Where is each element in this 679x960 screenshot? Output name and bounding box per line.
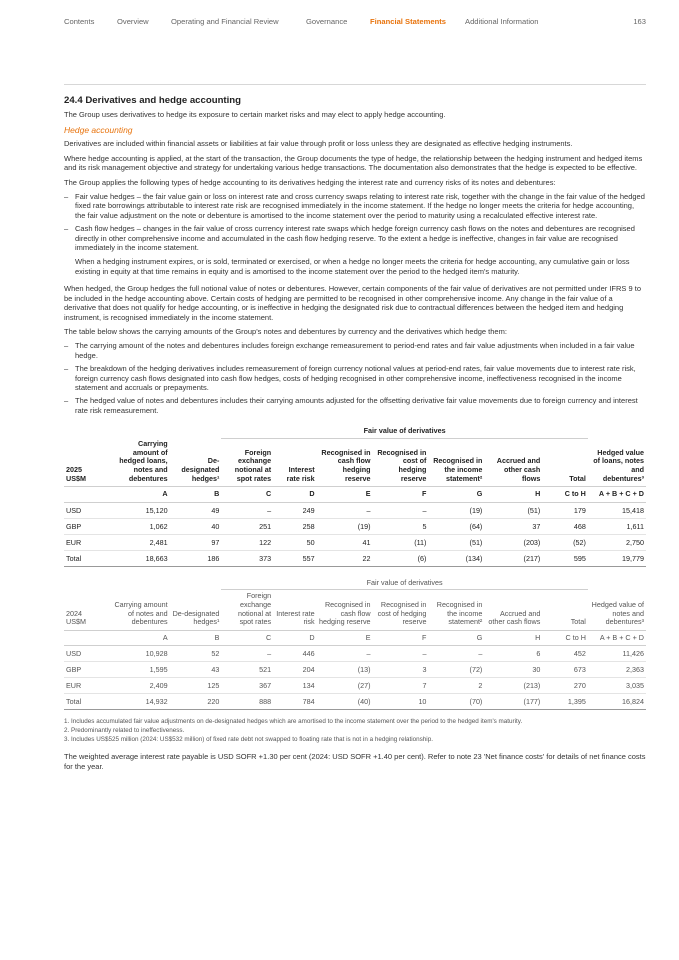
row-label: USD: [64, 646, 112, 662]
table-cell: 204: [273, 662, 316, 678]
row-label: EUR: [64, 678, 112, 694]
column-letter: A: [112, 630, 170, 646]
table-cell: 5: [373, 518, 429, 534]
table-cell: 249: [273, 502, 316, 518]
table-cell: –: [317, 646, 373, 662]
row-label: EUR: [64, 534, 112, 550]
table-cell: 18,663: [112, 550, 170, 566]
column-header: Recognised in the income statement²: [428, 438, 484, 486]
table-cell: 2,409: [112, 678, 170, 694]
column-letter: B: [170, 630, 222, 646]
table-cell: (217): [484, 550, 542, 566]
table-row: [64, 550, 646, 566]
table-cell: 2,481: [112, 534, 170, 550]
table-cell: 888: [221, 694, 273, 710]
table-row: [64, 518, 646, 534]
table-cell: 7: [373, 678, 429, 694]
list-item: – Fair value hedges – the fair value gain or loss on interest rate and cross currency swaps relating to interest rate risk, together with the change in the fair value of the hedged fixed rate borrowings attributable to interest rate risk are recognised immediately in the income statement. If the hedge no longer meets the criteria for hedge accounting, the fair value adjustment on the note or debenture is amortised to the income statement over the period to maturity using a recalculated effective interest rate.: [64, 192, 646, 220]
table-cell: 3,035: [588, 678, 646, 694]
footnote: 2. Predominantly related to ineffectiveness.: [64, 726, 185, 734]
table-row: [64, 678, 646, 694]
column-letter: H: [484, 630, 542, 646]
row-label: Total: [64, 550, 112, 566]
group-header: Fair value of derivatives: [221, 425, 588, 438]
column-letter: F: [373, 487, 429, 503]
table-cell: 134: [273, 678, 316, 694]
table-cell: 41: [317, 534, 373, 550]
column-header: Carrying amount of hedged loans, notes and debentures: [112, 438, 170, 486]
table-cell: 2,750: [588, 534, 646, 550]
column-header: Interest rate risk: [273, 590, 316, 630]
nav-governance[interactable]: Governance: [306, 17, 348, 26]
table-cell: 19,779: [588, 550, 646, 566]
column-header: Interest rate risk: [273, 438, 316, 486]
table-year: 2024: [66, 608, 82, 618]
table-cell: 186: [170, 550, 222, 566]
table-cell: 557: [273, 550, 316, 566]
table-cell: 6: [484, 646, 542, 662]
column-header: Accrued and other cash flows: [484, 590, 542, 630]
table-cell: 1,611: [588, 518, 646, 534]
table-cell: 258: [273, 518, 316, 534]
paragraph-2: Where hedge accounting is applied, at the start of the transaction, the Group documents the type of hedge, the relationship between the hedging instrument and hedged items and its risk management objective and strategy for undertaking various hedge transactions. The documentation also demonstrates that the hedge is expected to be effective.: [64, 153, 643, 173]
table-cell: –: [373, 646, 429, 662]
table-row: [64, 694, 646, 710]
table-cell: 10: [373, 694, 429, 710]
intro-paragraph: The Group uses derivatives to hedge its exposure to certain market risks and may elect to apply hedge accounting.: [64, 110, 446, 119]
table-cell: –: [221, 502, 273, 518]
paragraph-4: When a hedging instrument expires, or is sold, terminated or exercised, or when a hedge no longer meets the criteria for hedge accounting, any cumulative gain or loss existing in equity at that time remains in equity and is amortised to the income statement over the period to the hedged item's maturity.: [75, 257, 630, 276]
table-cell: (72): [428, 662, 484, 678]
table-cell: 22: [317, 550, 373, 566]
table-cell: 367: [221, 678, 273, 694]
table-cell: 595: [542, 550, 588, 566]
table-cell: (51): [484, 502, 542, 518]
derivatives-table-2024: [64, 577, 646, 711]
list-item: – Cash flow hedges – changes in the fair value of cross currency interest rate swaps which hedge foreign currency cash flows on the notes and debentures are recognised directly in other comprehensive income and accumulated in the cash flow hedging reserve. To the extent a hedge is ineffective, changes in fair value are recognised immediately in the income statement.: [64, 224, 646, 252]
table-cell: 220: [170, 694, 222, 710]
page-number: 163: [633, 17, 646, 26]
table-row: [64, 662, 646, 678]
table-cell: –: [317, 502, 373, 518]
table-cell: 784: [273, 694, 316, 710]
column-letter: F: [373, 630, 429, 646]
table-cell: (203): [484, 534, 542, 550]
footnote: 3. Includes US$525 million (2024: US$532 million) of fixed rate debt not swapped to floating rate that is not in a hedging relationship.: [64, 735, 433, 743]
table-cell: (70): [428, 694, 484, 710]
table-cell: 452: [542, 646, 588, 662]
table-row: [64, 534, 646, 550]
paragraph-1: Derivatives are included within financial assets or liabilities at fair value through profit or loss unless they are designated as effective hedging instruments.: [64, 139, 573, 149]
derivatives-table-2025: [64, 425, 646, 567]
column-letter: H: [484, 487, 542, 503]
column-header: Recognised in cost of hedging reserve: [373, 590, 429, 630]
table-cell: 2,363: [588, 662, 646, 678]
paragraph-5: When hedged, the Group hedges the full notional value of notes or debentures. However, certain components of the fair value of derivatives are not permitted under IFRS 9 to be included in the hedge accounting above. Certain costs of hedging are permitted to be recognised in other comprehensive income. Any change in the fair value of a derivative that does not qualify for hedge accounting, or is ineffective in hedging the designated risk due to contractual differences between the hedged item and hedging instrument, is recognised immediately in the income statement.: [64, 284, 642, 322]
nav-overview[interactable]: Overview: [117, 17, 149, 26]
table-unit: US$M: [66, 617, 86, 627]
column-header: Recognised in cash flow hedging reserve: [317, 438, 373, 486]
closing-paragraph: The weighted average interest rate payable is USD SOFR +1.30 per cent (2024: USD SOFR +1.40 per cent). Refer to note 23 'Net finance costs' for details of net finance costs for the year.: [64, 752, 646, 771]
column-letter: E: [317, 487, 373, 503]
column-header: Hedged value of loans, notes and debentures³: [588, 438, 646, 486]
nav-additional-information[interactable]: Additional Information: [465, 17, 539, 26]
column-letter: C to H: [542, 487, 588, 503]
table-cell: 1,062: [112, 518, 170, 534]
table-cell: 11,426: [588, 646, 646, 662]
table-row: [64, 646, 646, 662]
table-cell: 1,595: [112, 662, 170, 678]
table-cell: 251: [221, 518, 273, 534]
column-letter: A + B + C + D: [588, 487, 646, 503]
nav-operating-financial-review[interactable]: Operating and Financial Review: [171, 17, 279, 26]
table-cell: 97: [170, 534, 222, 550]
table-cell: 3: [373, 662, 429, 678]
column-letter: C: [221, 630, 273, 646]
row-label: Total: [64, 694, 112, 710]
table-cell: (19): [428, 502, 484, 518]
column-letter: D: [273, 630, 316, 646]
hedge-types-list: [64, 192, 646, 252]
table-cell: (134): [428, 550, 484, 566]
column-header: De-designated hedges¹: [170, 590, 222, 630]
column-letter: C to H: [542, 630, 588, 646]
header-divider: [64, 84, 646, 85]
table-cell: (213): [484, 678, 542, 694]
table-cell: (52): [542, 534, 588, 550]
row-label: USD: [64, 502, 112, 518]
table-cell: 30: [484, 662, 542, 678]
column-letter: D: [273, 487, 316, 503]
table-cell: 14,932: [112, 694, 170, 710]
table-cell: 1,395: [542, 694, 588, 710]
column-letter: G: [428, 487, 484, 503]
paragraph-3: The Group applies the following types of hedge accounting to its derivatives hedging the interest rate and currency risks of its notes and debentures:: [64, 177, 556, 187]
paragraph-6: The table below shows the carrying amounts of the Group's notes and debentures by currency and the derivatives which hedge them:: [64, 326, 507, 336]
table-cell: 468: [542, 518, 588, 534]
table-cell: 446: [273, 646, 316, 662]
row-label: GBP: [64, 662, 112, 678]
table-cell: 673: [542, 662, 588, 678]
table-cell: (64): [428, 518, 484, 534]
table-cell: 179: [542, 502, 588, 518]
list-item: – The breakdown of the hedging derivatives includes remeasurement of foreign currency notional values at period-end rates, fair value movements due to interest rate risk, foreign currency cash flows designated into cash flow hedges, costs of hedging recognised in other comprehensive income, ineffectiveness recognised in the income statement and accruals or prepayments.: [64, 364, 646, 392]
table-cell: 10,928: [112, 646, 170, 662]
table-cell: 270: [542, 678, 588, 694]
list-item: – The hedged value of notes and debentures includes their carrying amounts adjusted for the offsetting derivative fair value movements due to foreign currency and interest rate risk remeasurement.: [64, 396, 646, 415]
table-cell: 122: [221, 534, 273, 550]
table-cell: –: [221, 646, 273, 662]
table-cell: 16,824: [588, 694, 646, 710]
table-row: [64, 502, 646, 518]
column-letter: B: [170, 487, 222, 503]
table-cell: –: [373, 502, 429, 518]
nav-contents[interactable]: Contents: [64, 17, 95, 26]
column-letter: A + B + C + D: [588, 630, 646, 646]
table-cell: 125: [170, 678, 222, 694]
top-navigation: [64, 17, 646, 29]
column-letter: C: [221, 487, 273, 503]
column-header: Recognised in the income statement²: [428, 590, 484, 630]
table-cell: 2: [428, 678, 484, 694]
table-cell: (27): [317, 678, 373, 694]
table-cell: 373: [221, 550, 273, 566]
column-header: Recognised in cash flow hedging reserve: [317, 590, 373, 630]
table-cell: 49: [170, 502, 222, 518]
footnote: 1. Includes accumulated fair value adjustments on de-designated hedges which are amortised to the income statement over the period to the hedged item's maturity.: [64, 718, 523, 726]
table-cell: (51): [428, 534, 484, 550]
table-cell: 40: [170, 518, 222, 534]
group-header: Fair value of derivatives: [221, 577, 588, 590]
table-cell: (177): [484, 694, 542, 710]
list-item: – The carrying amount of the notes and debentures includes foreign exchange remeasurement to period-end rates and fair value adjustments when included in a fair value hedge.: [64, 341, 646, 360]
table-cell: (13): [317, 662, 373, 678]
footnotes: [64, 718, 646, 744]
column-header: Foreign exchange notional at spot rates: [221, 438, 273, 486]
table-cell: 50: [273, 534, 316, 550]
subheading-hedge-accounting: Hedge accounting: [64, 125, 133, 136]
column-header: De-designated hedges¹: [170, 438, 222, 486]
column-header: Carrying amount of notes and debentures: [112, 590, 170, 630]
column-letter: E: [317, 630, 373, 646]
table-cell: (6): [373, 550, 429, 566]
nav-financial-statements[interactable]: Financial Statements: [370, 17, 446, 26]
table-cell: 43: [170, 662, 222, 678]
column-header: Hedged value of notes and debentures³: [588, 590, 646, 630]
table-cell: 52: [170, 646, 222, 662]
section-title: 24.4 Derivatives and hedge accounting: [64, 95, 242, 106]
table-notes-list: [64, 341, 646, 415]
column-letter: G: [428, 630, 484, 646]
column-header: Accrued and other cash flows: [484, 438, 542, 486]
table-cell: (40): [317, 694, 373, 710]
column-header: Foreign exchange notional at spot rates: [221, 590, 273, 630]
column-header: Recognised in cost of hedging reserve: [373, 438, 429, 486]
table-unit: US$M: [66, 473, 86, 483]
table-year: 2025: [66, 465, 82, 475]
table-cell: (11): [373, 534, 429, 550]
table-cell: 15,120: [112, 502, 170, 518]
column-letter: A: [112, 487, 170, 503]
column-header: Total: [542, 438, 588, 486]
column-header: Total: [542, 590, 588, 630]
table-cell: 521: [221, 662, 273, 678]
table-cell: –: [428, 646, 484, 662]
row-label: GBP: [64, 518, 112, 534]
table-cell: 15,418: [588, 502, 646, 518]
table-cell: (19): [317, 518, 373, 534]
main-content: [64, 95, 646, 776]
table-cell: 37: [484, 518, 542, 534]
